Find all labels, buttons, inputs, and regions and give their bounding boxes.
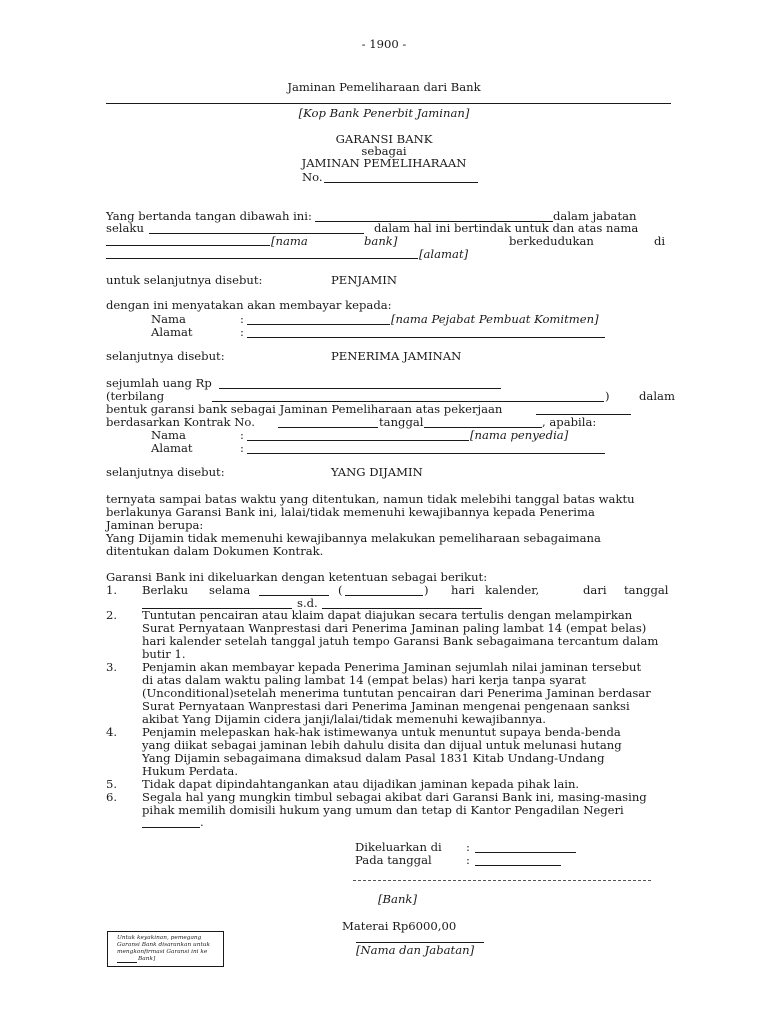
alamat-bank-blank[interactable] <box>106 258 418 259</box>
item3-line: Penjamin akan membayar kepada Penerima Jaminan sejumlah nilai jaminan tersebut <box>142 660 642 674</box>
dijamin-value: YANG DIJAMIN <box>331 465 423 479</box>
ppk-alamat-blank[interactable] <box>247 337 605 338</box>
penyedia-alamat-colon: : <box>240 441 244 455</box>
penyedia-nama-blank[interactable] <box>247 440 469 441</box>
ppk-alamat-label: Alamat <box>151 325 193 339</box>
uang-dalam: dalam <box>639 389 675 403</box>
item3-line: di atas dalam waktu paling lambat 14 (empat belas) hari kerja tanpa syarat <box>142 673 586 687</box>
item1-open-paren: ( <box>338 583 343 597</box>
note-line: mengkonfirmasi Garansi ini ke <box>117 949 208 955</box>
selaku-blank[interactable] <box>149 233 364 234</box>
item6-end: . <box>200 815 204 829</box>
penerima-value: PENERIMA JAMINAN <box>331 349 462 363</box>
item3-line: Surat Pernyataan Wanprestasi dari Penerima Jaminan mengenai pengenaan sanksi <box>142 699 630 713</box>
dijamin-label: selanjutnya disebut: <box>106 465 225 479</box>
bank-name-blank[interactable] <box>106 245 270 246</box>
menyatakan-text: dengan ini menyatakan akan membayar kepada: <box>106 298 392 312</box>
penjamin-value: PENJAMIN <box>331 273 398 287</box>
item5-number: 5. <box>106 777 118 791</box>
note-line: Untuk keyakinan, pemegang <box>117 935 202 941</box>
note-bank-blank <box>117 962 137 963</box>
ppk-alamat-colon: : <box>240 325 244 339</box>
item1-hari: hari <box>451 583 475 597</box>
ppk-nama-label: Nama <box>151 312 186 326</box>
page-number: - 1900 - <box>361 37 407 51</box>
penyedia-nama-label: Nama <box>151 428 186 442</box>
item1-sd: s.d. <box>297 596 318 610</box>
ppk-nama-blank[interactable] <box>247 324 390 325</box>
terbilang-close: ) <box>605 389 610 403</box>
materai-label: Materai Rp6000,00 <box>342 919 457 933</box>
uang-label: sejumlah uang Rp <box>106 376 212 390</box>
ppk-nama-colon: : <box>240 312 244 326</box>
penyedia-alamat-blank[interactable] <box>247 453 605 454</box>
signature-divider <box>353 880 651 881</box>
bank-signature: [Bank] <box>378 892 417 906</box>
item2-number: 2. <box>106 608 118 622</box>
dikeluarkan-label: Dikeluarkan di <box>355 840 442 854</box>
item4-number: 4. <box>106 725 118 739</box>
intro-line2-selaku: selaku <box>106 221 144 235</box>
item3-number: 3. <box>106 660 118 674</box>
terbilang-label: (terbilang <box>106 389 165 403</box>
item2-line: Tuntutan pencairan atau klaim dapat diajukan secara tertulis dengan melampirkan <box>142 608 633 622</box>
item2-line: butir 1. <box>142 647 186 661</box>
intro-line1-jabatan: dalam jabatan <box>553 209 637 223</box>
item1-selama: selama <box>209 583 251 597</box>
item4-line: Penjamin melepaskan hak-hak istimewanya untuk menuntut supaya benda-benda <box>142 725 621 739</box>
item3-line: (Unconditional)setelah menerima tuntutan pencairan dari Penerima Jaminan berdasar <box>142 686 651 700</box>
note-line: Garansi Bank disarankan untuk <box>117 942 211 948</box>
penyedia-nama-colon: : <box>240 428 244 442</box>
item6-number: 6. <box>106 790 118 804</box>
body-line: ternyata sampai batas waktu yang ditentukan, namun tidak melebihi tanggal batas waktu <box>106 492 635 506</box>
document-heading: Jaminan Pemeliharaan dari Bank <box>287 80 481 94</box>
kontrak-label: berdasarkan Kontrak No. <box>106 415 255 429</box>
item2-line: hari kalender setelah tanggal jatuh tempo Garansi Bank sebagaimana tercantum dalam <box>142 634 659 648</box>
nama-jabatan: [Nama dan Jabatan] <box>356 943 475 957</box>
intro-line1-label: Yang bertanda tangan dibawah ini: <box>106 209 312 223</box>
body-line: ditentukan dalam Dokumen Kontrak. <box>106 544 324 558</box>
item6-line: pihak memilih domisili hukum yang umum dan tetap di Kantor Pengadilan Negeri <box>142 803 624 817</box>
penyedia-alamat-label: Alamat <box>151 441 193 455</box>
intro-alamat: [alamat] <box>419 247 469 261</box>
item3-line: akibat Yang Dijamin cidera janji/lalai/tidak memenuhi kewajibannya. <box>142 712 546 726</box>
item6-line: Segala hal yang mungkin timbul sebagai akibat dari Garansi Bank ini, masing-masing <box>142 790 647 804</box>
kontrak-no-blank[interactable] <box>278 427 378 428</box>
uang-amount-blank[interactable] <box>219 388 501 389</box>
pada-tanggal-colon: : <box>466 853 470 867</box>
intro-bank: bank] <box>364 234 398 248</box>
kontrak-tanggal: tanggal <box>379 415 424 429</box>
no-label: No. <box>302 170 323 184</box>
item2-line: Surat Pernyataan Wanprestasi dari Penerima Jaminan paling lambat 14 (empat belas) <box>142 621 647 635</box>
title-garansi-bank: GARANSI BANK <box>335 132 433 146</box>
intro-di: di <box>654 234 666 248</box>
pengadilan-negeri-blank[interactable] <box>142 827 200 828</box>
item1-berlaku: Berlaku <box>142 583 189 597</box>
item5-line: Tidak dapat dipindahtangankan atau dijadikan jaminan kepada pihak lain. <box>142 777 580 791</box>
pada-tanggal-label: Pada tanggal <box>355 853 432 867</box>
item1-number: 1. <box>106 583 118 597</box>
bentuk-garansi-text: bentuk garansi bank sebagai Jaminan Pemeliharaan atas pekerjaan <box>106 402 503 416</box>
pada-tanggal-blank[interactable] <box>475 865 561 866</box>
kontrak-apabila: , apabila: <box>542 415 597 429</box>
body-line: Yang Dijamin tidak memenuhi kewajibannya melakukan pemeliharaan sebagaimana <box>106 531 601 545</box>
item1-duration-words-blank[interactable] <box>345 595 423 596</box>
ppk-nama-hint: [nama Pejabat Pembuat Komitmen] <box>391 312 599 326</box>
heading-rule <box>106 103 671 104</box>
note-line: Bank] <box>138 956 156 962</box>
penerima-label: selanjutnya disebut: <box>106 349 225 363</box>
intro-nama: [nama <box>271 234 308 248</box>
item4-line: yang diikat sebagai jaminan lebih dahulu disita dan dijual untuk melunasi hutang <box>142 738 622 752</box>
item4-line: Hukum Perdata. <box>142 764 239 778</box>
body-line: Jaminan berupa: <box>106 518 204 532</box>
intro-line2-text: dalam hal ini bertindak untuk dan atas nama <box>374 221 639 235</box>
penjamin-label: untuk selanjutnya disebut: <box>106 273 263 287</box>
intro-berkedudukan: berkedudukan <box>509 234 594 248</box>
dikeluarkan-colon: : <box>466 840 470 854</box>
dikeluarkan-blank[interactable] <box>475 852 576 853</box>
ketentuan-intro: Garansi Bank ini dikeluarkan dengan ketentuan sebagai berikut: <box>106 570 488 584</box>
no-blank[interactable] <box>324 182 478 183</box>
item1-tanggal: tanggal <box>624 583 669 597</box>
item1-kalender: kalender, <box>485 583 540 597</box>
item1-duration-blank[interactable] <box>259 595 329 596</box>
kop-bank: [Kop Bank Penerbit Jaminan] <box>298 106 470 120</box>
confirmation-note-box <box>107 931 224 967</box>
title-sebagai: sebagai <box>361 144 407 158</box>
item4-line: Yang Dijamin sebagaimana dimaksud dalam Pasal 1831 Kitab Undang-Undang <box>142 751 605 765</box>
item1-close-paren: ) <box>424 583 429 597</box>
body-line: berlakunya Garansi Bank ini, lalai/tidak memenuhi kewajibannya kepada Penerima <box>106 505 595 519</box>
title-jaminan-pemeliharaan: JAMINAN PEMELIHARAAN <box>301 156 467 170</box>
item1-dari: dari <box>583 583 607 597</box>
penyedia-nama-hint: [nama penyedia] <box>470 428 569 442</box>
